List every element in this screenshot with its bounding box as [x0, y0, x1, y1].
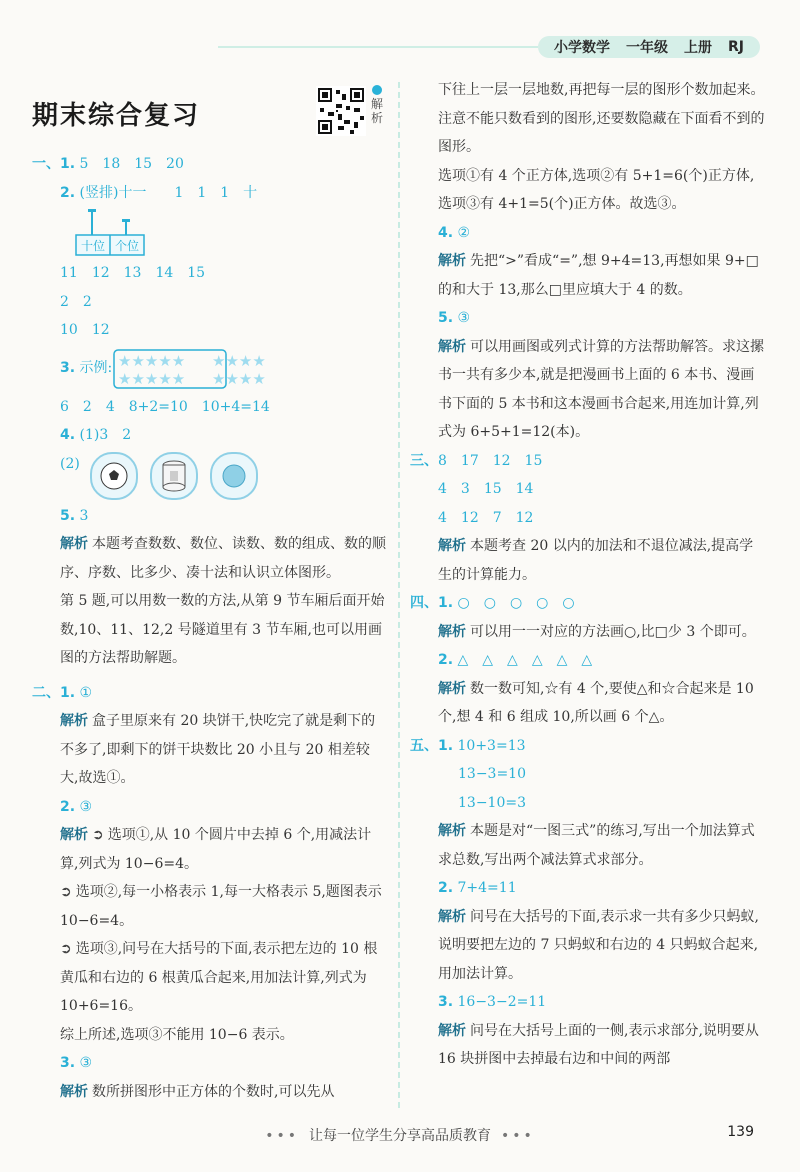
- arrow-icon: ➲: [92, 827, 104, 843]
- header-bar: [538, 36, 760, 58]
- q1-number: 1.: [60, 156, 76, 172]
- q4-line-2: (2): [60, 455, 80, 472]
- q2-line-2: 2 2: [60, 293, 92, 310]
- analysis-text: 本题考查数数、数位、读数、数的组成、数的顺序、序数、比多少、凑十法和认识立体图形。: [60, 536, 386, 581]
- s5-equation-2: 13−3=10: [458, 766, 526, 782]
- header-subject: 小学数学: [554, 40, 610, 56]
- analysis-label: 解析: [438, 538, 466, 554]
- q4-answer: (1)3 2: [79, 427, 132, 443]
- analysis-text: 可以用一一对应的方法画○,比□少 3 个即可。: [470, 623, 756, 640]
- footer-slogan: 让每一位学生分享高品质教育: [309, 1128, 491, 1144]
- analysis-text: 先把“>”看成“=”,想 9+4=13,再想如果 9+□的和大于 13,那么□里应填大于 4 的数。: [438, 253, 759, 298]
- qr-label-text: 解析: [370, 97, 383, 125]
- s3-line-2: 4 3 15 14: [438, 481, 534, 497]
- right-column: [410, 76, 766, 1074]
- q5-answer: 3: [79, 507, 89, 524]
- analysis-text: 第 5 题,可以用数一数的方法,从第 9 节车厢后面开始数,10、11、12,2 号隧道里有 3 节车厢,也可以用画图的方法帮助解题。: [60, 593, 385, 666]
- section-5-label: 五、: [410, 737, 438, 754]
- s3-line-1: 8 17 12 15: [438, 452, 543, 469]
- q2-answer: ③: [79, 798, 93, 815]
- page-title: 期末综合复习: [32, 101, 201, 131]
- star-icon: ★★★★★: [118, 351, 186, 370]
- page-number: 139: [727, 1124, 754, 1140]
- analysis-label: 解析: [438, 823, 466, 839]
- q1-number: 1.: [60, 684, 76, 701]
- q1-number: 1.: [438, 737, 454, 754]
- q4-number: 4.: [438, 224, 454, 241]
- q2-number: 2.: [60, 184, 76, 201]
- summary-text: 综上所述,选项③不能用 10−6 表示。: [60, 1026, 294, 1043]
- analysis-text: 数一数可知,☆有 4 个,要使△和☆合起来是 10 个,想 4 和 6 组成 10,所以画 6 个△。: [438, 680, 754, 725]
- left-column: [32, 150, 388, 1106]
- star-icon: ★★★★: [212, 351, 267, 370]
- q1-answer: 5 18 15 20: [79, 156, 184, 172]
- analysis-text: 问号在大括号上面的一侧,表示求部分,说明要从 16 块拼图中去掉最右边和中间的两部: [438, 1022, 759, 1067]
- q3-answer: 16−3−2=11: [457, 994, 547, 1010]
- section-1-label: 一、: [32, 156, 60, 172]
- cylinder-can-icon: [150, 452, 198, 500]
- abacus-ones-label: 个位: [114, 239, 140, 253]
- q1-number: 1.: [438, 595, 454, 611]
- header-grade: 一年级: [626, 40, 668, 56]
- play-icon: [372, 85, 382, 95]
- analysis-label: 解析: [438, 908, 466, 925]
- arrow-icon: ➲: [60, 941, 72, 957]
- analysis-label: 解析: [438, 623, 466, 640]
- abacus-tens-label: 十位: [80, 239, 106, 253]
- star-icon: ★★★★: [212, 369, 267, 388]
- footer: [0, 1125, 800, 1145]
- footer-dots: •••: [265, 1128, 299, 1144]
- q2-number: 2.: [438, 652, 454, 668]
- q1-answer: ○ ○ ○ ○ ○: [457, 595, 575, 611]
- section-2-label: 二、: [32, 684, 60, 701]
- q5-answer: ③: [457, 310, 471, 326]
- q3-number: 3.: [60, 360, 76, 377]
- continued-text: 下往上一层一层地数,再把每一层的图形个数加起来。注意不能只数看到的图形,还要数隐藏在下面看不到的图形。: [438, 82, 765, 155]
- q2-line-1: 11 12 13 14 15: [60, 265, 206, 281]
- s5-equation-3: 13−10=3: [458, 794, 526, 811]
- analysis-label: 解析: [438, 253, 466, 269]
- q2-number: 2.: [60, 798, 76, 815]
- sphere-ball-icon: [210, 452, 258, 500]
- star-icon: ★★★★★: [118, 369, 186, 388]
- q4-answer: ②: [457, 224, 471, 241]
- arrow-icon: ➲: [60, 884, 72, 900]
- q2-answer: 7+4=11: [457, 880, 517, 896]
- q2-answer: △ △ △ △ △ △: [457, 652, 593, 668]
- analysis-label: 解析: [438, 1022, 466, 1039]
- header-edition: RJ: [728, 39, 744, 55]
- option-3-text: 选项③,问号在大括号的下面,表示把左边的 10 根黄瓜和右边的 6 根黄瓜合起来,用加法计算,列式为 10+6=16。: [60, 941, 378, 1014]
- q1-answer: ①: [79, 684, 93, 701]
- q3-answer: ③: [79, 1055, 93, 1071]
- analysis-label: 解析: [60, 713, 88, 729]
- option-1-text: 选项①,从 10 个圆片中去掉 6 个,用减法计算,列式为 10−6=4。: [60, 827, 372, 872]
- analysis-label: 解析: [60, 536, 88, 552]
- qr-code-icon[interactable]: [316, 86, 366, 136]
- section-3-label: 三、: [410, 452, 438, 469]
- analysis-text: 数所拼图形中正方体的个数时,可以先从: [92, 1083, 335, 1100]
- q3-line-1: 6 2 4 8+2=10 10+4=14: [60, 398, 270, 415]
- q3-number: 3.: [438, 994, 454, 1010]
- analysis-text: 本题考查 20 以内的加法和不退位减法,提高学生的计算能力。: [438, 538, 754, 583]
- header-volume: 上册: [684, 40, 712, 56]
- q5-number: 5.: [438, 310, 454, 326]
- section-4-label: 四、: [410, 595, 438, 611]
- qr-label: [370, 85, 384, 125]
- q4-number: 4.: [60, 427, 76, 443]
- analysis-label: 解析: [60, 827, 88, 843]
- analysis-label: 解析: [60, 1083, 88, 1100]
- analysis-label: 解析: [438, 680, 466, 697]
- continued-text: 选项①有 4 个正方体,选项②有 5+1=6(个)正方体,选项③有 4+1=5(个)正方体。故选③。: [438, 167, 755, 212]
- analysis-text: 本题是对“一图三式”的练习,写出一个加法算式求总数,写出两个减法算式求部分。: [438, 823, 755, 868]
- star-figure: [112, 348, 272, 390]
- analysis-text: 盒子里原来有 20 块饼干,快吃完了就是剩下的不多了,即剩下的饼干块数比 20 小且与 20 相差较大,故选①。: [60, 713, 376, 786]
- abacus-icon: [60, 207, 170, 257]
- q1-answer: 10+3=13: [457, 737, 526, 754]
- s3-line-3: 4 12 7 12: [438, 509, 534, 526]
- analysis-text: 可以用画图或列式计算的方法帮助解答。求这摞书一共有多少本,就是把漫画书上面的 6 本书、漫画书下面的 5 本书和这本漫画书合起来,用连加计算,列式为 6+5+1=12(本)。: [438, 338, 764, 440]
- option-2-text: 选项②,每一小格表示 1,每一大格表示 5,题图表示 10−6=4。: [60, 884, 382, 929]
- soccer-ball-icon: [90, 452, 138, 500]
- q2-answer: (竖排)十一 1 1 1 十: [79, 184, 258, 201]
- q3-answer: 示例:: [79, 360, 113, 377]
- header-rule: [218, 46, 538, 48]
- q2-number: 2.: [438, 880, 454, 896]
- q5-number: 5.: [60, 507, 76, 524]
- footer-dots: •••: [501, 1128, 535, 1144]
- analysis-text: 问号在大括号的下面,表示求一共有多少只蚂蚁,说明要把左边的 7 只蚂蚁和右边的 4 只蚂蚁合起来,用加法计算。: [438, 908, 759, 982]
- analysis-label: 解析: [438, 338, 466, 355]
- abacus-figure: [32, 207, 388, 259]
- q3-number: 3.: [60, 1055, 76, 1071]
- q2-line-3: 10 12: [60, 322, 110, 338]
- column-divider: [398, 82, 400, 1108]
